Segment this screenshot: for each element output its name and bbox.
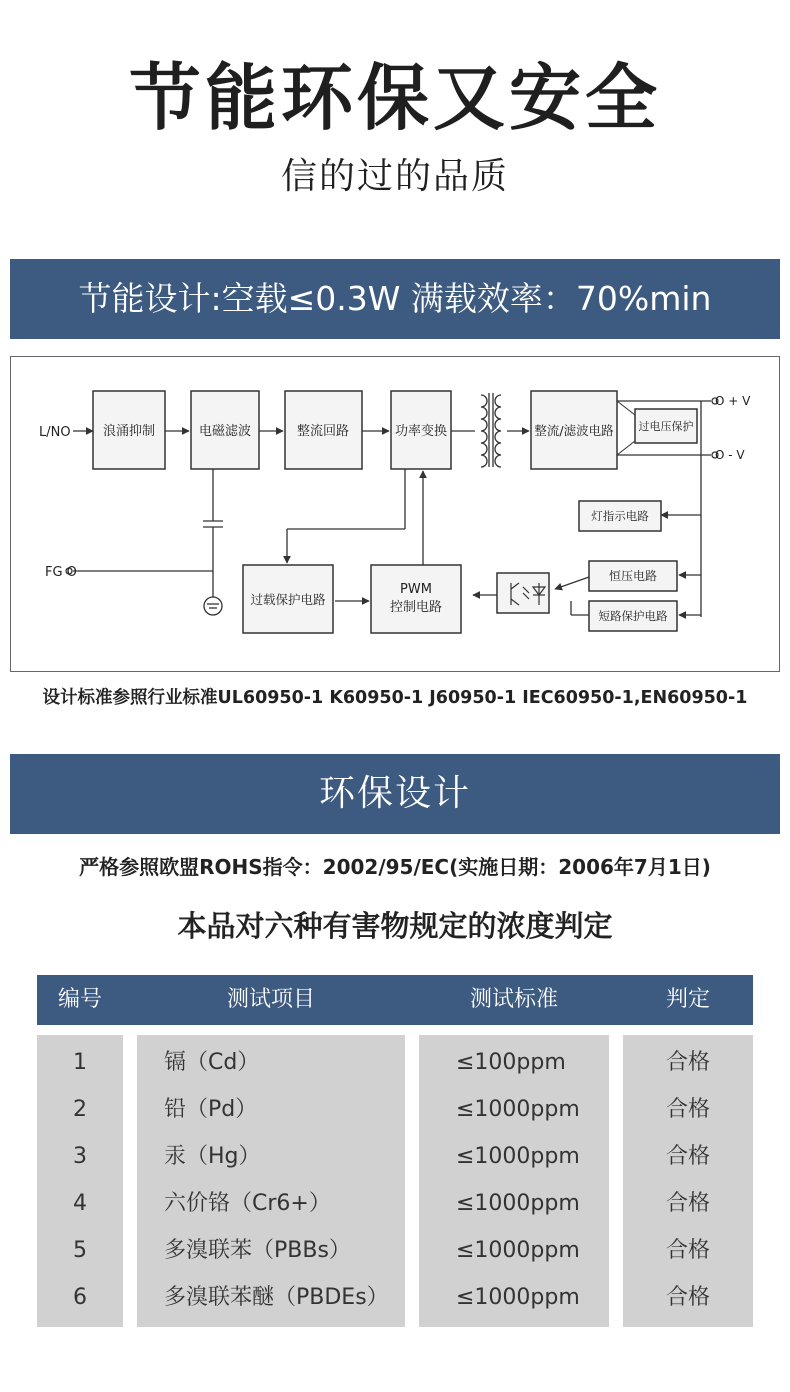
- cell-result: 合格: [665, 1191, 710, 1216]
- header-result: 判定: [665, 987, 710, 1012]
- cell-result: 合格: [665, 1097, 710, 1122]
- scp-label: 短路保护电路: [598, 609, 668, 623]
- ovp-label: 过电压保护: [638, 420, 694, 433]
- header-number: 编号: [57, 987, 102, 1012]
- cell-test-standard: ≤1000ppm: [456, 1097, 580, 1122]
- cell-result: 合格: [665, 1050, 710, 1075]
- output-positive-label: O + V: [715, 394, 751, 408]
- cell-test-item: 六价铬（Cr6+）: [164, 1191, 331, 1216]
- table-title: 本品对六种有害物规定的浓度判定: [177, 909, 613, 943]
- cell-result: 合格: [665, 1238, 710, 1263]
- header-test-standard: 测试标准: [469, 987, 558, 1012]
- design-standard-text: 设计标准参照行业标准UL60950-1 K60950-1 J60950-1 IEC60950-1,EN60950-1: [42, 688, 748, 708]
- cell-test-standard: ≤1000ppm: [456, 1144, 580, 1169]
- surge-label: 浪涌抑制: [102, 424, 156, 439]
- cv-label: 恒压电路: [608, 569, 658, 583]
- table-header: [37, 975, 753, 1025]
- energy-saving-banner: 节能设计:空载≤0.3W 满载效率：70%min: [10, 259, 780, 339]
- cell-test-item: 铅（Pd）: [164, 1097, 258, 1122]
- header-test-item: 测试项目: [226, 987, 315, 1012]
- cell-number: 1: [73, 1050, 87, 1075]
- cell-number: 5: [73, 1238, 87, 1263]
- cell-test-item: 多溴联苯醚（PBDEs）: [164, 1285, 389, 1310]
- pwm-control-label: 控制电路: [389, 600, 443, 615]
- cell-test-item: 多溴联苯（PBBs）: [164, 1238, 351, 1263]
- rectifier-label: 整流回路: [296, 424, 350, 439]
- cell-number: 4: [73, 1191, 87, 1216]
- emi-label: 电磁滤波: [198, 424, 252, 439]
- fg-label: FG O: [45, 565, 77, 580]
- olp-label: 过载保护电路: [250, 592, 326, 607]
- pwm-block: [371, 565, 461, 633]
- power-conversion-label: 功率变换: [394, 424, 448, 439]
- cell-test-item: 镉（Cd）: [164, 1050, 260, 1075]
- cell-number: 2: [73, 1097, 87, 1122]
- circuit-block-diagram: [10, 356, 780, 672]
- output-rectifier-label: 整流/滤波电路: [534, 423, 614, 438]
- cell-test-standard: ≤1000ppm: [456, 1285, 580, 1310]
- led-indicator-label: 灯指示电路: [591, 509, 649, 523]
- cell-test-standard: ≤1000ppm: [456, 1238, 580, 1263]
- page-title: 节能环保又安全: [128, 56, 661, 140]
- cell-number: 6: [73, 1285, 87, 1310]
- page-subtitle: 信的过的品质: [280, 156, 509, 197]
- cell-test-item: 汞（Hg）: [164, 1144, 261, 1169]
- pwm-label: PWM: [400, 582, 432, 597]
- rohs-directive-text: 严格参照欧盟ROHS指令：2002/95/EC(实施日期：2006年7月1日): [79, 855, 711, 879]
- cell-test-standard: ≤100ppm: [456, 1050, 566, 1075]
- eco-design-banner: 环保设计: [10, 754, 780, 834]
- input-label: L/NO: [39, 425, 71, 440]
- output-negative-label: O - V: [715, 448, 745, 462]
- cell-number: 3: [73, 1144, 87, 1169]
- cell-test-standard: ≤1000ppm: [456, 1191, 580, 1216]
- cell-result: 合格: [665, 1144, 710, 1169]
- cell-result: 合格: [665, 1285, 710, 1310]
